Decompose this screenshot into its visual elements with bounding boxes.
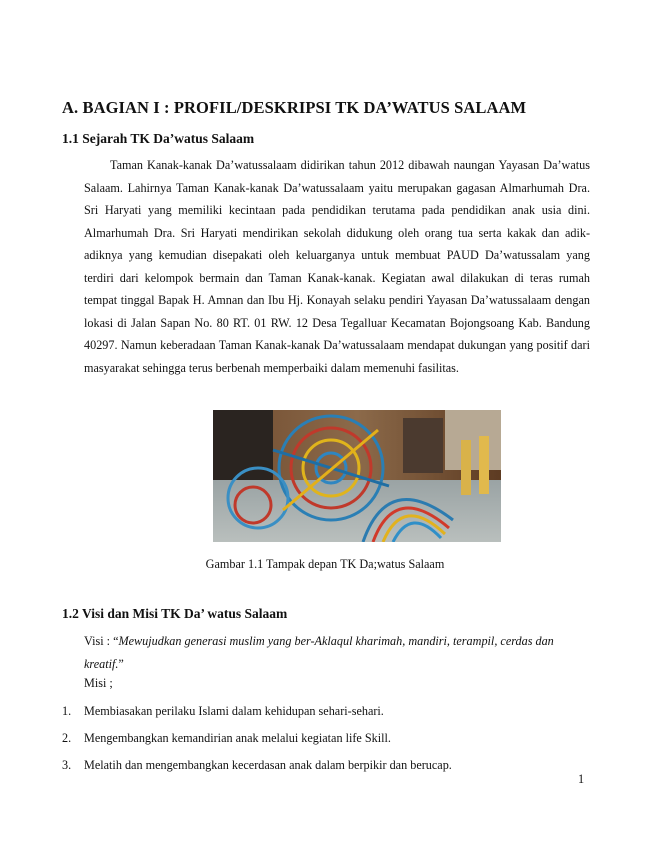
misi-label: Misi ; [84,676,113,690]
list-item-text: Membiasakan perilaku Islami dalam kehidupan sehari-sehari. [84,704,384,718]
list-item-text: Mengembangkan kemandirian anak melalui kegiatan life Skill. [84,731,391,745]
history-paragraph-text: Taman Kanak-kanak Da’watussalaam didirikan tahun 2012 dibawah naungan Yayasan Da’watus Salaam. Lahirnya Taman Kanak-kanak Da’watussalaam yaitu merupakan gagasan Almarhumah Dra. Sri Haryati yang memiliki kecintaan pada pendidikan terutama pada pendidikan anak usia dini. Almarhumah Dra. Sri Haryati mendirikan sekolah didukung oleh orang tua serta kakak dan adik-adiknya yang kemudian disepakati oleh keluarganya untuk membuat PAUD Da’watussalam yang terdiri dari kelompok bermain dan Taman Kanak-kanak. Kegiatan awal dilakukan di teras rumah tempat tinggal Bapak H. Amnan dan Ibu Hj. Konayah selaku pendiri Yayasan Da’watussalaam dengan lokasi di Jalan Sapan No. 80 RT. 01 RW. 12 Desa Tegalluar Kecamatan Bojongsoang Kab. Bandung 40297. Namun keberadaan Taman Kanak-kanak Da’watussalaam mendapat dukungan yang positif dari masyarakat sehingga terus berbenah memperbaiki dalam memenuhi fasilitas. [84,158,590,375]
page-number: 1 [578,772,585,786]
list-item [62,700,590,727]
list-item [62,754,590,781]
section-title: A. BAGIAN I : PROFIL/DESKRIPSI TK DA’WATUS SALAAM [62,98,527,117]
misi-list [62,700,590,781]
visi-text: Mewujudkan generasi muslim yang ber-Aklaqul kharimah, mandiri, terampil, cerdas dan kreatif. [84,634,554,671]
visi-statement [84,630,590,675]
history-paragraph [84,154,590,379]
subsection-title-visi-misi: 1.2 Visi dan Misi TK Da’ watus Salaam [62,606,288,621]
subsection-title-sejarah: 1.1 Sejarah TK Da’watus Salaam [62,131,255,146]
figure-caption: Gambar 1.1 Tampak depan TK Da;watus Salaam [205,557,445,571]
visi-close: ” [118,656,124,671]
list-item-number: 1. [62,704,72,718]
visi-label: Visi : “ [84,634,119,648]
list-item-text: Melatih dan mengembangkan kecerdasan anak dalam berpikir dan berucap. [84,758,452,772]
list-item [62,727,590,754]
list-item-number: 2. [62,731,72,745]
list-item-number: 3. [62,758,72,772]
school-front-photo [213,410,501,542]
